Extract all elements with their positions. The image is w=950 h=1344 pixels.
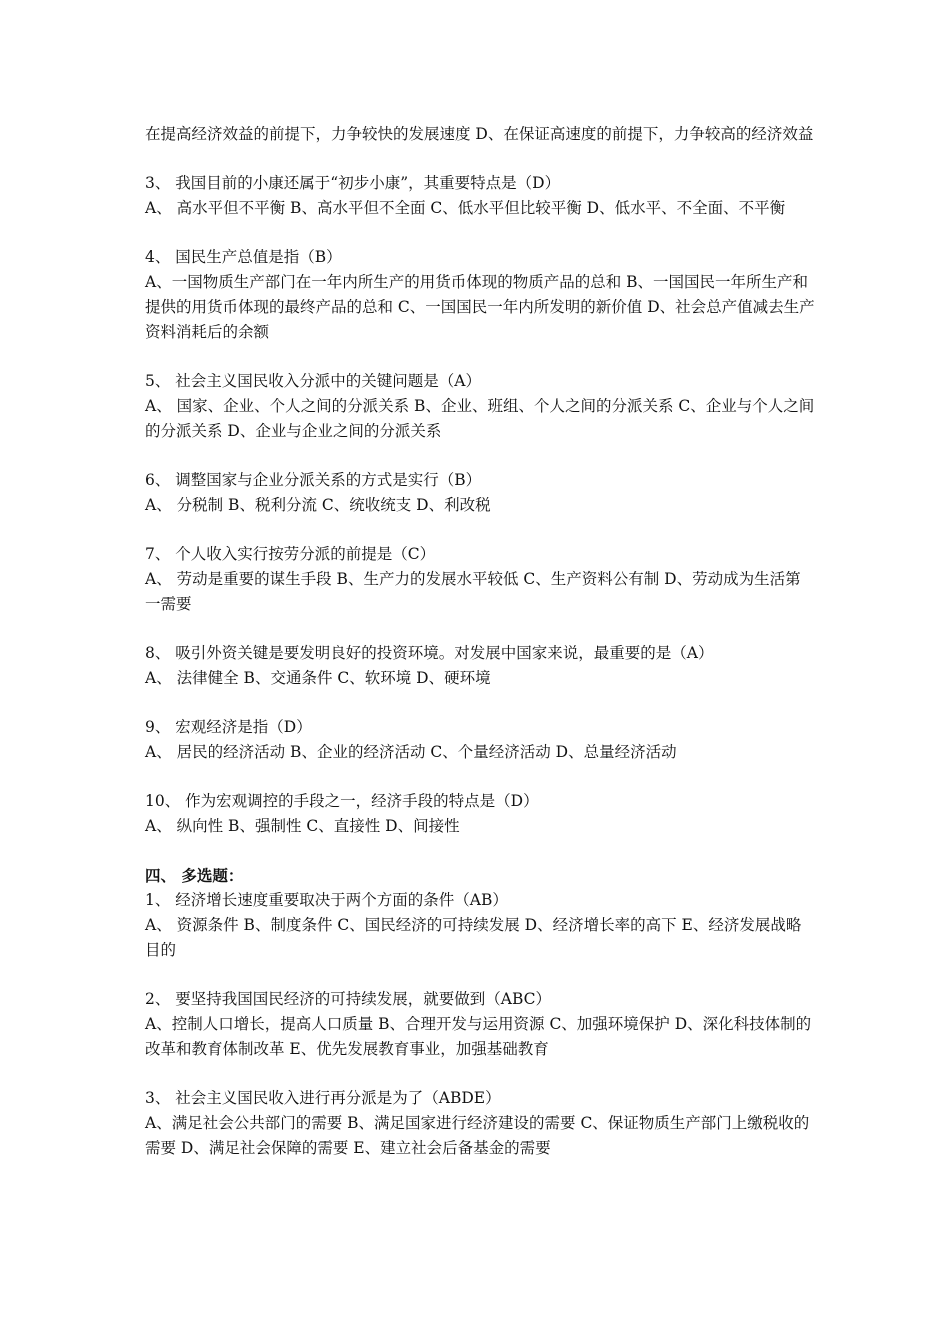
paragraph-gap (145, 518, 815, 542)
paragraph-gap (145, 221, 815, 245)
paragraph: 10、 作为宏观调控的手段之一，经济手段的特点是（D） (145, 792, 539, 810)
paragraph: A、一国物质生产部门在一年内所生产的用货币体现的物质产品的总和 B、一国国民一年所生产和提供的用货币体现的最终产品的总和 C、一国国民一年内所发明的新价值 D、社会总产值减去生产资料消耗后的余额 (145, 273, 815, 341)
paragraph-gap (145, 147, 815, 171)
paragraph: 4、 国民生产总值是指（B） (145, 248, 342, 266)
paragraph: A、满足社会公共部门的需要 B、满足国家进行经济建设的需要 C、保证物质生产部门上缴税收的需要 D、满足社会保障的需要 E、建立社会后备基金的需要 (145, 1114, 810, 1157)
paragraph: A、 居民的经济活动 B、企业的经济活动 C、个量经济活动 D、总量经济活动 (145, 743, 677, 761)
paragraph-gap (145, 839, 815, 863)
paragraph: 7、 个人收入实行按劳分派的前提是（C） (145, 545, 436, 563)
paragraph-gap (145, 345, 815, 369)
paragraph: 在提高经济效益的前提下，力争较快的发展速度 D、在保证高速度的前提下，力争较高的经济效益 (145, 125, 814, 143)
paragraph: A、 法律健全 B、交通条件 C、软环境 D、硬环境 (145, 669, 491, 687)
paragraph-gap (145, 765, 815, 789)
paragraph-gap (145, 444, 815, 468)
paragraph: A、 高水平但不平衡 B、高水平但不全面 C、低水平但比较平衡 D、低水平、不全面、不平衡 (145, 199, 786, 217)
paragraph-gap (145, 963, 815, 987)
paragraph: 2、 要坚持我国国民经济的可持续发展，就要做到（ABC） (145, 990, 552, 1008)
paragraph: 3、 我国目前的小康还属于“初步小康”，其重要特点是（D） (145, 174, 561, 192)
paragraph-gap (145, 617, 815, 641)
paragraph: 9、 宏观经济是指（D） (145, 718, 312, 736)
paragraph-gap (145, 691, 815, 715)
paragraph: 1、 经济增长速度重要取决于两个方面的条件（AB） (145, 891, 508, 909)
paragraph: A、 纵向性 B、强制性 C、直接性 D、间接性 (145, 817, 460, 835)
paragraph: A、 资源条件 B、制度条件 C、国民经济的可持续发展 D、经济增长率的高下 E、经济发展战略目的 (145, 916, 802, 959)
paragraph-gap (145, 1062, 815, 1086)
paragraph: A、 国家、企业、个人之间的分派关系 B、企业、班组、个人之间的分派关系 C、企业与个人之间的分派关系 D、企业与企业之间的分派关系 (145, 397, 815, 440)
paragraph: 6、 调整国家与企业分派关系的方式是实行（B） (145, 471, 482, 489)
paragraph: 8、 吸引外资关键是要发明良好的投资环境。对发展中国家来说，最重要的是（A） (145, 644, 714, 662)
document-page (145, 122, 815, 1161)
paragraph: 5、 社会主义国民收入分派中的关键问题是（A） (145, 372, 481, 390)
paragraph: A、 分税制 B、税利分流 C、统收统支 D、利改税 (145, 496, 491, 514)
section-heading: 四、 多选题： (145, 866, 244, 885)
paragraph: A、 劳动是重要的谋生手段 B、生产力的发展水平较低 C、生产资料公有制 D、劳动成为生活第一需要 (145, 570, 801, 613)
paragraph: 3、 社会主义国民收入进行再分派是为了（ABDE） (145, 1089, 501, 1107)
paragraph: A、控制人口增长，提高人口质量 B、合理开发与运用资源 C、加强环境保护 D、深化科技体制的改革和教育体制改革 E、优先发展教育事业，加强基础教育 (145, 1015, 812, 1058)
